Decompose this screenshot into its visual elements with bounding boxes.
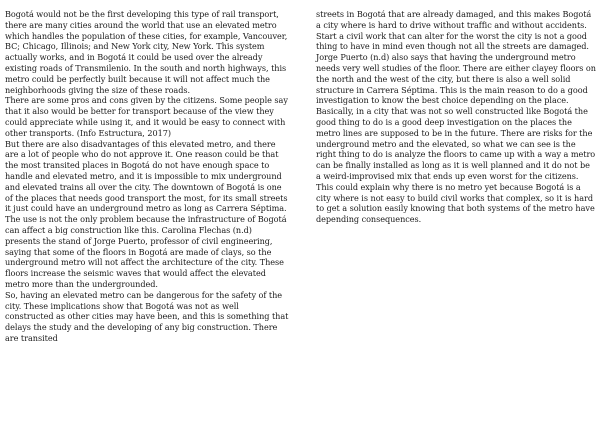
paragraph-disadvantages: But there are also disadvantages of this elevated metro, and there are a lot of people who do not approve it. One reason could be that the most transited places in Bogotá do not have enough space to handle and elevated metro, and it is impossible to mix underground and elevated trains all over the city. The downtown of Bogotá is one of the places that needs good transport the most, for its small streets it just could have an underground metro as long as Carrera Séptima. The use is not the only problem because the infrastructure of Bogotá can affect a big construction like this. Carolina Flechas (n.d) presents the stand of Jorge Puerto, professor of civil engineering, saying that some of the floors in Bogotá are made of clays, so the underground metro will not affect the architecture of the city. These floors increase the seismic waves that would affect the elevated metro more than the undergrounded.: [5, 138, 288, 289]
left-text-column: [5, 9, 289, 344]
paragraph-conclusion: Basically, in a city that was not so well constructed like Bogotá the good thing to do is a good deep investigation on the places the metro lines are supposed to be in the future. There are risks for the underground metro and the elevated, so what we can see is the right thing to do is analyze the floors to came up with a way a metro can be finally installed as long as it is well planned and it do not be a weird-improvised mix that ends up even worst for the citizens. This could explain why there is no metro yet because Bogotá is a city where is not easy to build civil works that complex, so it is hard to get a solution easily knowing that both systems of the metro have depending consequences.: [316, 106, 596, 225]
paragraph-safety: So, having an elevated metro can be dangerous for the safety of the city. These implications show that Bogotá was not as well constructed as other cities may have been, and this is something that delays the study and the developing of any big construction. There are transited: [5, 289, 289, 343]
right-text-column: [316, 9, 596, 225]
paragraph-elevated-metro-intro: Bogotá would not be the first developing this type of rail transport, there are many cities around the world that use an elevated metro which handles the population of these cities, for example, Vancouver, BC; Chicago, Illinois; and New York city, New York. This system actually works, and in Bogotá it could be used over the already existing roads of Transmilenio. In the south and north highways, this metro could be perfectly built because it will not affect much the neighborhoods giving the size of these roads.: [5, 9, 288, 95]
paragraph-pros-and-cons: There are some pros and cons given by the citizens. Some people say that it also would be better for transport because of the view they could appreciate while using it, and it would be easy to connect with other transports. (Info Estructura, 2017): [5, 95, 288, 138]
paragraph-underground-study: Jorge Puerto (n.d) also says that having the underground metro needs very well studies of the floor. There are either clayey floors on the north and the west of the city, but there is also a well solid structure in Carrera Séptima. This is the main reason to do a good investigation to know the best choice depending on the place.: [316, 52, 596, 106]
paragraph-damaged-streets: streets in Bogotá that are already damaged, and this makes Bogotá a city where is hard to drive without traffic and without accidents. Start a civil work that can alter for the worst the city is not a good thing to have in mind even though not all the streets are damaged.: [316, 9, 592, 52]
